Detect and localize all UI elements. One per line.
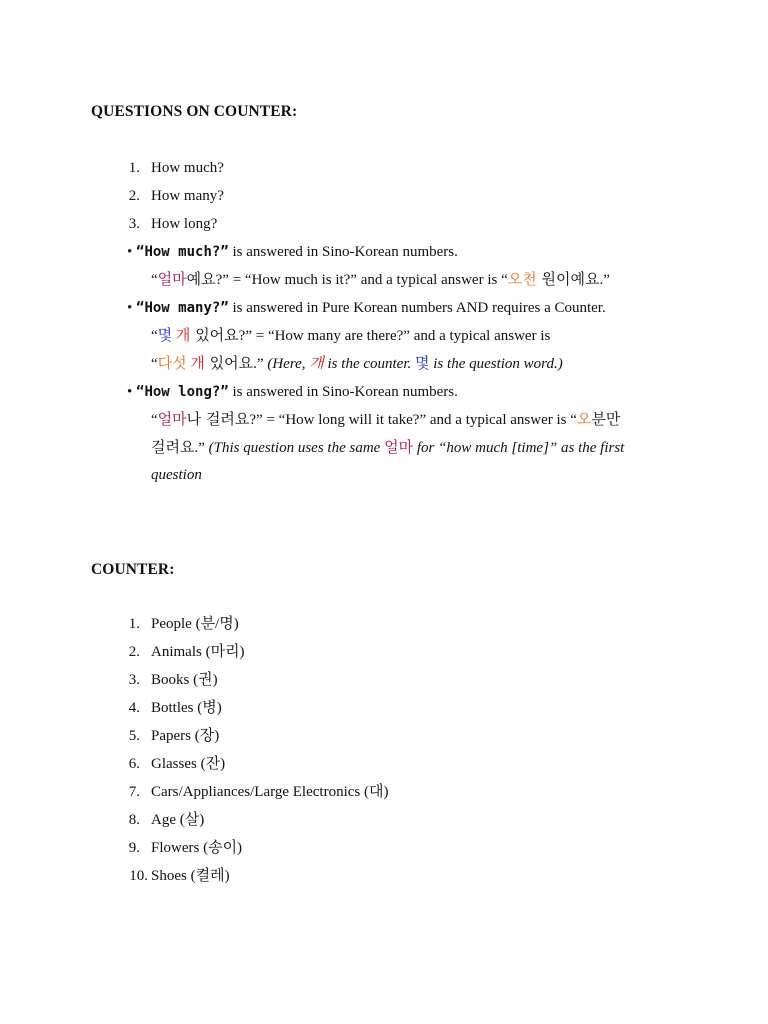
- bullet-line: [127, 299, 606, 317]
- list-number: 6.: [128, 756, 140, 772]
- list-text: Shoes (켤레): [151, 868, 230, 884]
- korean-question-word: 몇: [157, 326, 173, 344]
- korean-answer-number: 다섯: [157, 354, 187, 372]
- list-number: 8.: [128, 812, 140, 828]
- list-text: How many?: [151, 188, 224, 204]
- section-heading-counter: COUNTER:: [91, 561, 175, 578]
- quote-mark: “: [151, 272, 158, 288]
- korean-question-word: 얼마: [157, 410, 187, 428]
- note-text: is the counter.: [323, 356, 416, 372]
- example-text: ?” = “How long will it take?” and a typical answer is “: [249, 412, 577, 428]
- list-text: Books (권): [151, 672, 218, 688]
- korean-counter: 개: [309, 354, 324, 372]
- list-text: How much?: [151, 160, 224, 176]
- list-number: 2.: [128, 644, 140, 660]
- list-text: People (분/명): [151, 616, 239, 632]
- note-text: (Here,: [267, 356, 310, 372]
- korean-counter: 개: [190, 354, 205, 372]
- bullet-text: is answered in Pure Korean numbers AND requires a Counter.: [228, 300, 606, 316]
- list-number: 4.: [128, 700, 140, 716]
- korean-text: 원이예요: [536, 270, 600, 288]
- list-number: 9.: [128, 840, 140, 856]
- example-line: [151, 438, 624, 457]
- quote-mark: “: [151, 412, 158, 428]
- korean-text: 나 걸려요: [186, 410, 250, 428]
- example-line: [151, 410, 620, 429]
- note-line: question: [151, 467, 202, 483]
- list-number: 1.: [128, 616, 140, 632]
- korean-answer-number: 오천: [507, 270, 537, 288]
- korean-counter: 개: [175, 326, 191, 344]
- list-number: 3.: [128, 672, 140, 688]
- question-phrase: “How much?”: [136, 244, 229, 260]
- example-line: [151, 270, 610, 289]
- list-text: Bottles (병): [151, 700, 222, 716]
- example-line: [151, 326, 550, 345]
- bullet-text: is answered in Sino-Korean numbers.: [228, 384, 458, 400]
- korean-text: 걸려요: [151, 438, 195, 456]
- list-text: Glasses (잔): [151, 756, 226, 772]
- quote-mark: .”: [194, 440, 209, 456]
- quote-mark: .”: [253, 356, 268, 372]
- quote-mark: “: [151, 356, 158, 372]
- note-text: for “how much [time]” as the first: [413, 440, 625, 456]
- note-text: (This question uses the same: [208, 440, 385, 456]
- bullet-line: [127, 383, 458, 401]
- list-number: 5.: [128, 728, 140, 744]
- bullet-text: is answered in Sino-Korean numbers.: [228, 244, 458, 260]
- list-text: Cars/Appliances/Large Electronics (대): [151, 784, 389, 800]
- section-heading-questions: QUESTIONS ON COUNTER:: [91, 103, 298, 120]
- list-text: Age (살): [151, 812, 205, 828]
- question-phrase: “How many?”: [136, 300, 229, 316]
- example-text: ?” = “How much is it?” and a typical answer is “: [215, 272, 508, 288]
- korean-question-word: 얼마: [384, 438, 414, 456]
- list-number: 10.: [129, 868, 148, 884]
- korean-answer-number: 오: [576, 410, 592, 428]
- quote-mark: .”: [599, 272, 610, 288]
- korean-text: 있어요: [204, 354, 254, 372]
- bullet-dot: •: [127, 244, 133, 260]
- korean-text: 분만: [591, 410, 621, 428]
- bullet-dot: •: [127, 300, 133, 316]
- question-phrase: “How long?”: [136, 384, 229, 400]
- list-number: 1.: [128, 160, 140, 176]
- note-text: is the question word.): [429, 356, 563, 372]
- list-text: Flowers (송이): [151, 840, 243, 856]
- example-text: ?” = “How many are there?” and a typical answer is: [238, 328, 551, 344]
- bullet-dot: •: [127, 384, 133, 400]
- korean-question-word: 몇: [415, 354, 430, 372]
- list-number: 3.: [128, 216, 140, 232]
- list-number: 2.: [128, 188, 140, 204]
- list-number: 7.: [128, 784, 140, 800]
- bullet-line: [127, 243, 458, 261]
- list-text: How long?: [151, 216, 218, 232]
- list-text: Animals (마리): [151, 644, 245, 660]
- korean-text: 있어요: [190, 326, 239, 344]
- list-text: Papers (장): [151, 728, 220, 744]
- example-line: [151, 354, 563, 373]
- korean-question-word: 얼마: [157, 270, 187, 288]
- korean-text: 예요: [186, 270, 216, 288]
- quote-mark: “: [151, 328, 158, 344]
